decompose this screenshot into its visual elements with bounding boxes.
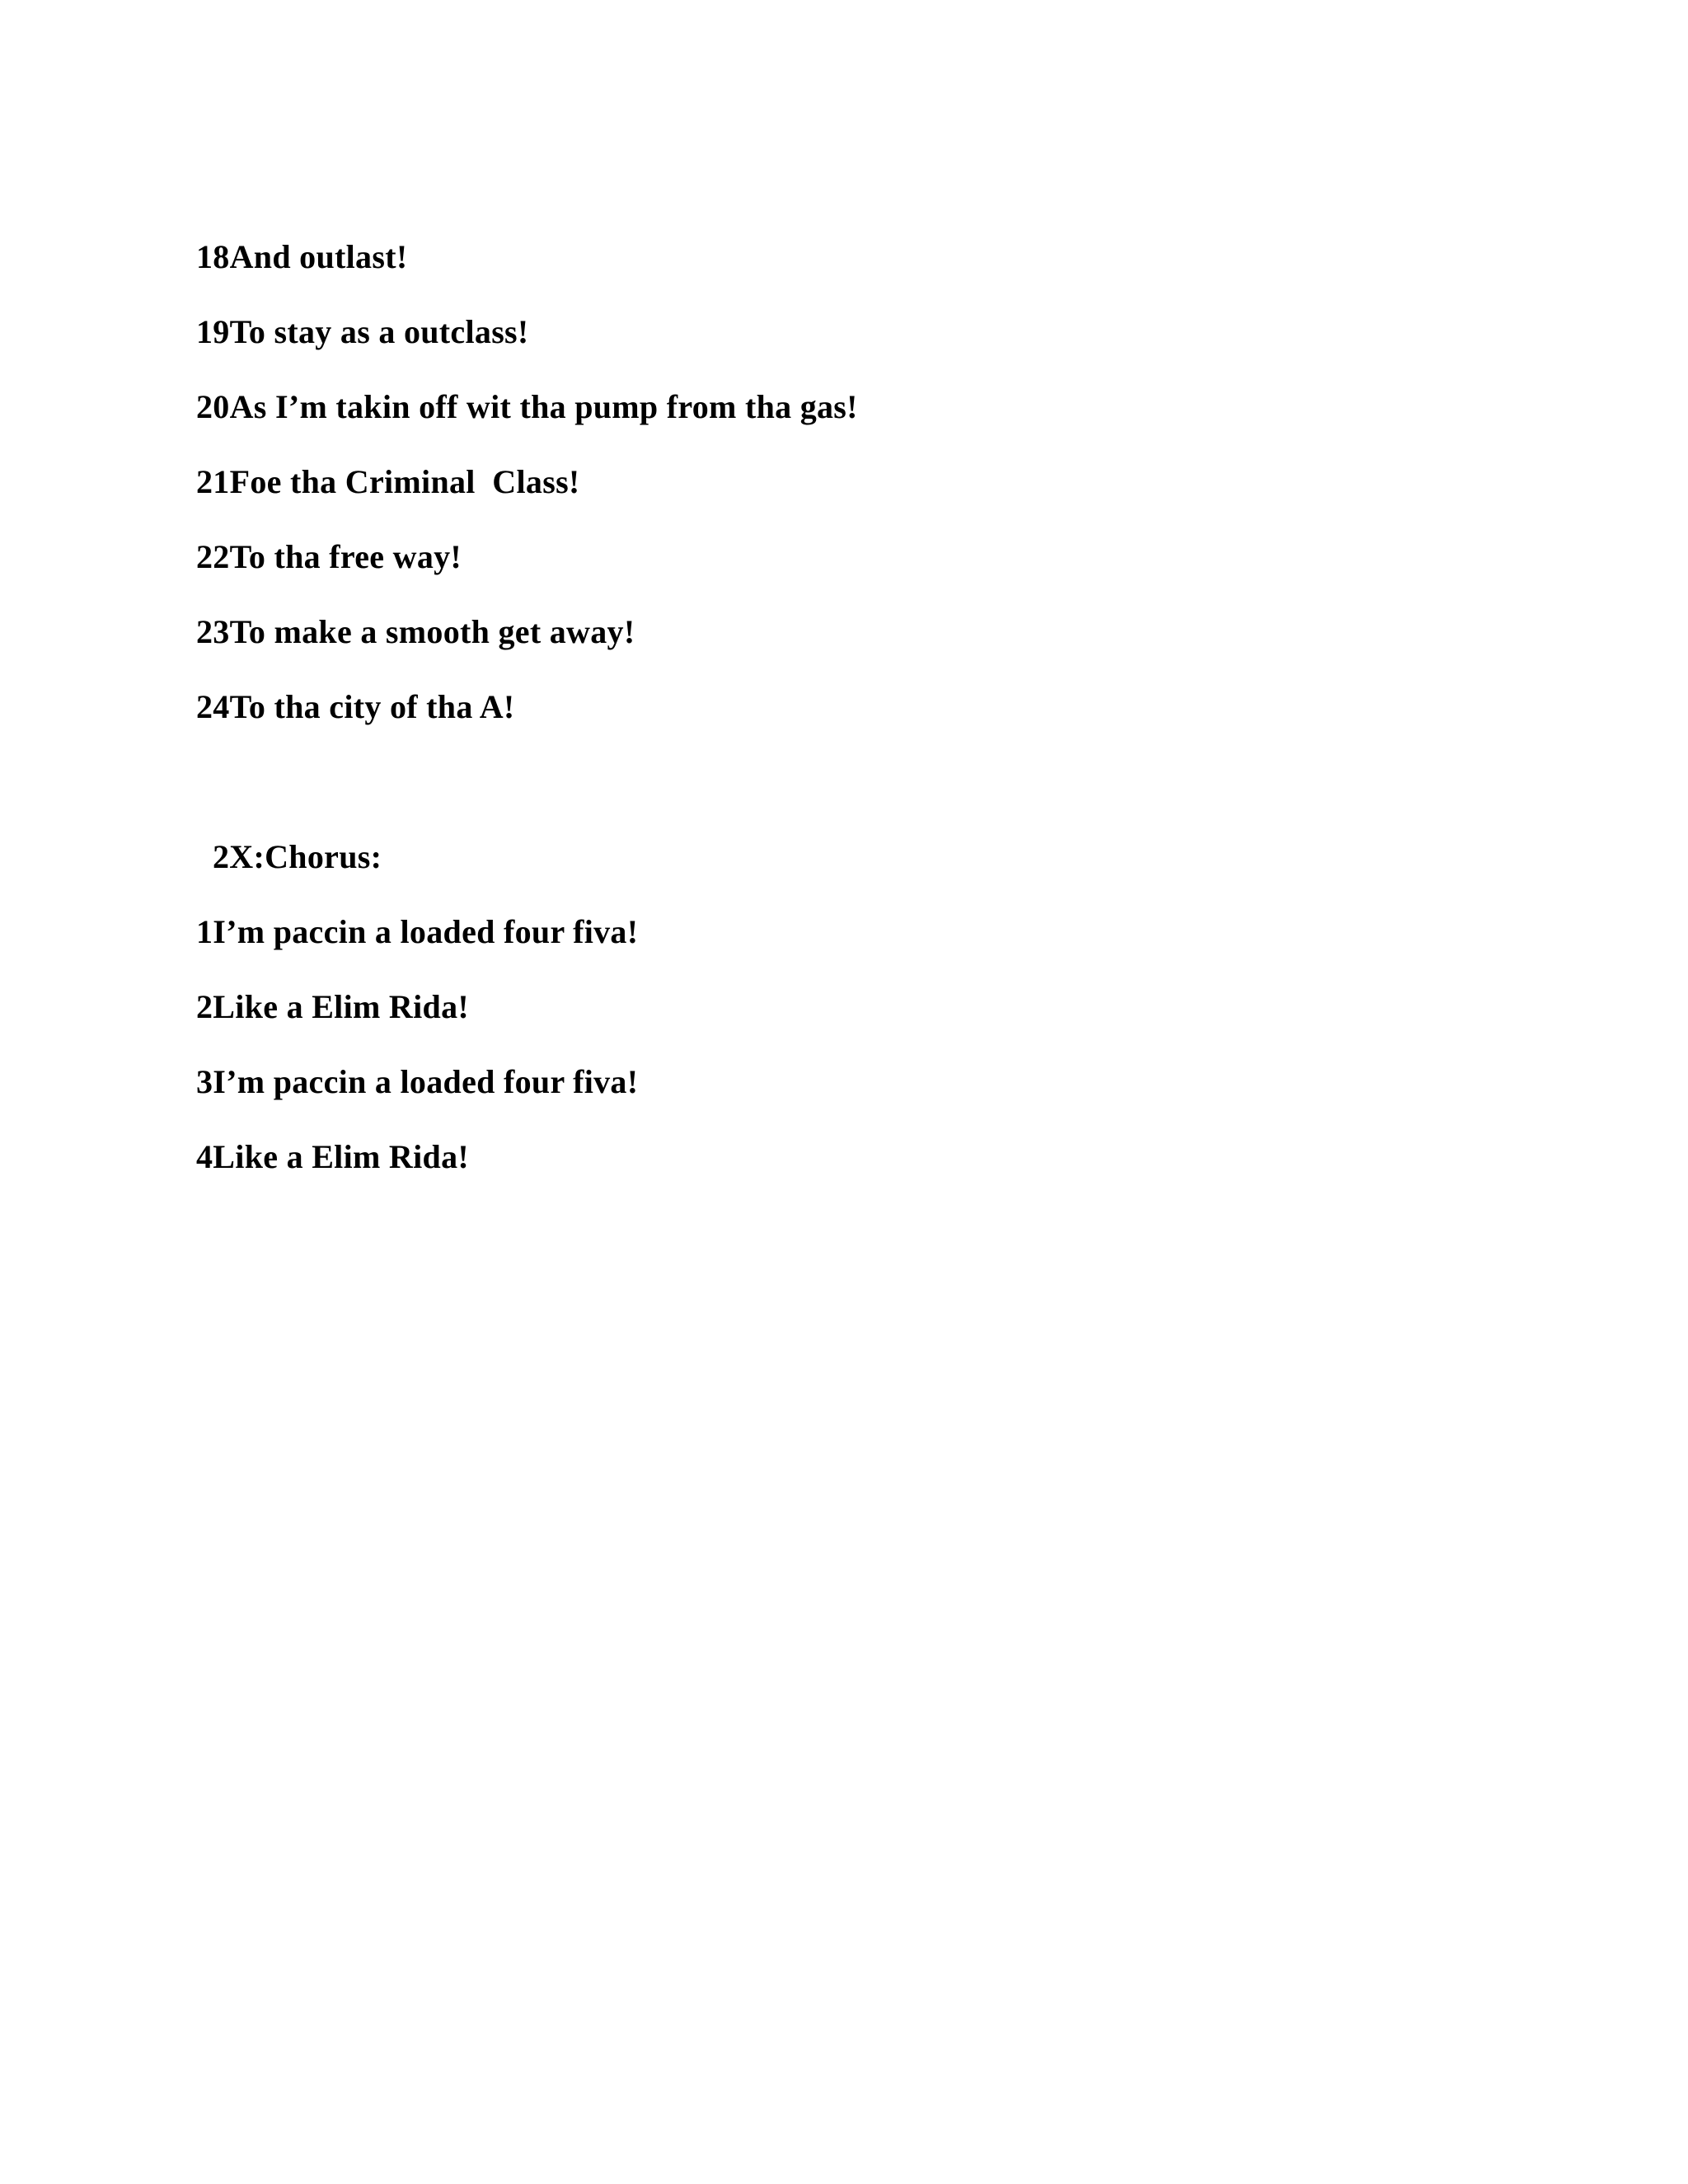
verse-line-24: 24To tha city of tha A!	[196, 688, 515, 725]
chorus-line-4: 4Like a Elim Rida!	[196, 1138, 469, 1175]
chorus-heading: 2X:Chorus:	[213, 838, 382, 875]
verse-line-19: 19To stay as a outclass!	[196, 313, 529, 350]
verse-line-18: 18And outlast!	[196, 238, 408, 275]
verse-line-20: 20As I’m takin off wit tha pump from tha gas!	[196, 388, 858, 425]
chorus-line-1: 1I’m paccin a loaded four fiva!	[196, 913, 639, 950]
chorus-line-3: 3I’m paccin a loaded four fiva!	[196, 1063, 639, 1100]
verse-line-22: 22To tha free way!	[196, 538, 462, 575]
verse-line-23: 23To make a smooth get away!	[196, 613, 635, 650]
chorus-line-2: 2Like a Elim Rida!	[196, 988, 469, 1025]
verse-line-21: 21Foe tha Criminal Class!	[196, 463, 580, 500]
